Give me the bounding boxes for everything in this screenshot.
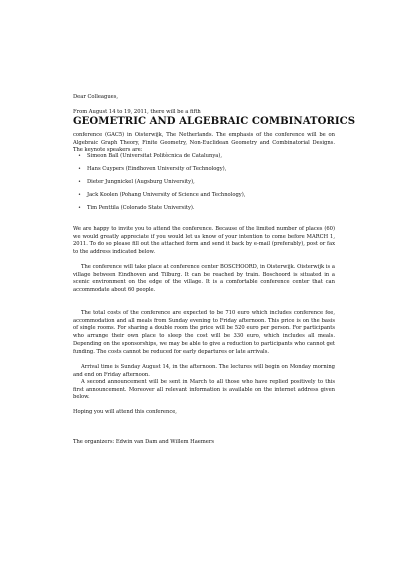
- keynote-speakers-list: [73, 153, 335, 218]
- speaker-name: Jack Koolen (Pohang University of Science and Technology),: [87, 192, 246, 198]
- speaker-name: Tim Penttila (Colorado State University).: [87, 205, 195, 211]
- speaker-item: [73, 179, 335, 192]
- speaker-name: Simeon Ball (Universitat Politècnica de Catalunya),: [87, 153, 223, 159]
- conference-title: GEOMETRIC AND ALGEBRAIC COMBINATORICS: [73, 116, 356, 127]
- costs-paragraph: The total costs of the conference are expected to be 710 euro which includes conference fee, accommodation and all meals from Sunday evening to Friday afternoon. This price is on the basis of single rooms. For sharing a double room the price will be 520 euro per person. For participants who arrange their own place to sleep the cost will be 330 euro, which includes all meals. Depending on the sponsorships, we may be able to give a reduction to participants who cannot get funding. The costs cannot be reduced for early departures or late arrivals.: [73, 310, 335, 355]
- bullet-icon: •: [78, 205, 81, 211]
- announcement-paragraph: A second announcement will be sent in March to all those who have replied positively to this first announcement. Moreover all relevant information is available on the internet address given below.: [73, 379, 335, 401]
- closing-line: Hoping you will attend this conference,: [73, 409, 177, 415]
- bullet-icon: •: [78, 153, 81, 159]
- speaker-name: Hans Cuypers (Eindhoven University of Technology),: [87, 166, 227, 172]
- speaker-item: [73, 166, 335, 179]
- speaker-item: [73, 205, 335, 218]
- conference-description: conference (GAC5) in Oisterwijk, The Netherlands. The emphasis of the conference will be on Algebraic Graph Theory, Finite Geometry, Non-Euclidean Geometry and Combinatorial Designs. The keynote speakers are:: [73, 132, 335, 154]
- speaker-name: Dieter Jungnickel (Augsburg University),: [87, 179, 195, 185]
- bullet-icon: •: [78, 166, 81, 172]
- organizers-signature: The organizers: Edwin van Dam and Willem Haemers: [73, 439, 214, 445]
- intro-line: From August 14 to 19, 2011, there will be a fifth: [73, 109, 201, 115]
- bullet-icon: •: [78, 179, 81, 185]
- greeting: Dear Colleagues,: [73, 94, 119, 100]
- arrival-paragraph: Arrival time is Sunday August 14, in the afternoon. The lectures will begin on Monday morning and end on Friday afternoon.: [73, 364, 335, 378]
- invitation-paragraph: We are happy to invite you to attend the conference. Because of the limited number of places (60) we would greatly appreciate if you would let us know of your intention to come before MARCH 1, 2011. To do so please fill out the attached form and send it back by e-mail (preferably), post or fax to the address indicated below.: [73, 226, 335, 256]
- bullet-icon: •: [78, 192, 81, 198]
- speaker-item: [73, 192, 335, 205]
- venue-paragraph: The conference will take place at conference center BOSCHOORD, in Oisterwijk. Oisterwijk is a village between Eindhoven and Tilburg. It can be reached by train. Boschoord is situated in a scenic environment on the edge of the village. It is a comfortable conference center that can accommodate about 60 people.: [73, 264, 335, 294]
- speaker-item: [73, 153, 335, 166]
